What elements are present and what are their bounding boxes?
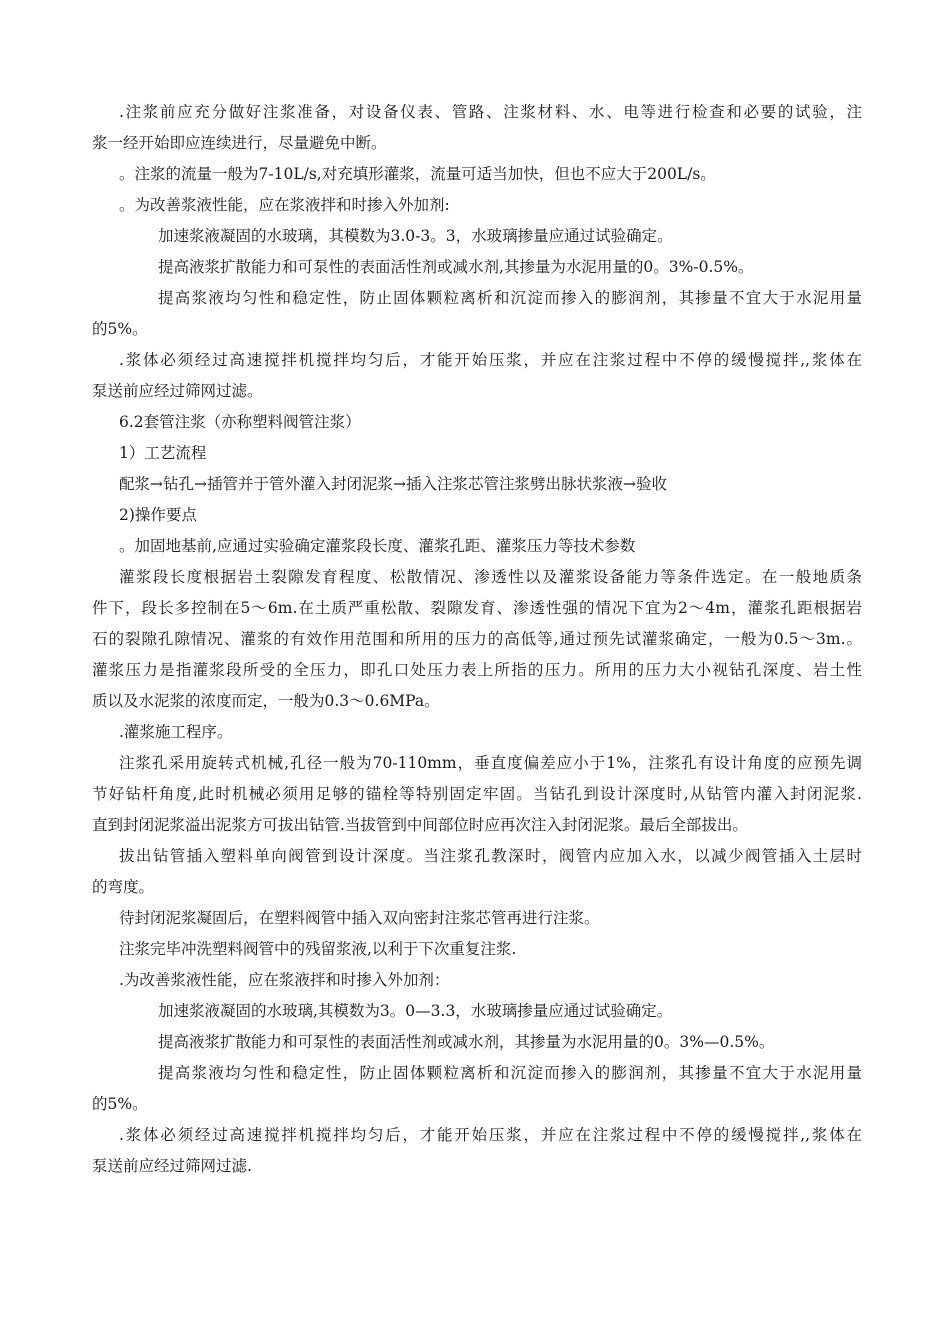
text-line: 提高液浆扩散能力和可泵性的表面活性剂或减水剂，其掺量为水泥用量的0。3%—0.5%。 [158, 1033, 775, 1051]
text-line: 提高浆液均匀性和稳定性，防止固体颗粒离析和沉淀而掺入的膨润剂，其掺量不宜大于水泥用量 [158, 289, 862, 307]
text-line: 待封闭泥浆凝固后，在塑料阀管中插入双向密封注浆芯管再进行注浆。 [119, 909, 600, 927]
text-line: 泵送前应经过筛网过滤. [92, 1157, 252, 1175]
text-line: 直到封闭泥浆溢出泥浆方可拔出钻管.当拔管到中间部位时应再次注入封闭泥浆。最后全部拔出。 [92, 816, 748, 834]
text-line: 提高浆液均匀性和稳定性，防止固体颗粒离析和沉淀而掺入的膨润剂，其掺量不宜大于水泥用量 [158, 1064, 862, 1082]
subsection-heading: 2)操作要点 [119, 506, 197, 524]
text-line: 件下，段长多控制在5～6m.在土质严重松散、裂隙发育、渗透性强的情况下宜为2～4m，灌浆孔距根据岩 [92, 599, 862, 617]
text-line: .浆体必须经过高速搅拌机搅拌均匀后，才能开始压浆，并应在注浆过程中不停的缓慢搅拌,,浆体在 [119, 1126, 862, 1144]
text-line: 加速浆液凝固的水玻璃,其模数为3。0—3.3，水玻璃掺量应通过试验确定。 [158, 1002, 673, 1020]
text-line: 配浆→钻孔→插管并于管外灌入封闭泥浆→插入注浆芯管注浆劈出脉状浆液→验收 [119, 475, 667, 493]
text-line: 浆一经开始即应连续进行，尽量避免中断。 [92, 134, 387, 152]
text-line: 的弯度。 [92, 878, 155, 896]
document-body [92, 97, 862, 1182]
text-line: .灌浆施工程序。 [119, 723, 233, 741]
text-line: .为改善浆液性能，应在浆液拌和时掺入外加剂： [119, 971, 450, 989]
section-heading: 6.2套管注浆（亦称塑料阀管注浆） [119, 413, 361, 431]
text-line: 。为改善浆液性能，应在浆液拌和时掺入外加剂: [119, 196, 450, 214]
text-line: 。注浆的流量一般为7-10L/s,对充填形灌浆，流量可适当加快，但也不应大于200L/s。 [119, 165, 716, 183]
text-line: .注浆前应充分做好注浆准备，对设备仪表、管路、注浆材料、水、电等进行检查和必要的试验，注 [119, 103, 862, 121]
text-line: 拔出钻管插入塑料单向阀管到设计深度。当注浆孔教深时，阀管内应加入水，以减少阀管插入土层时 [119, 847, 862, 865]
text-line: 的5%。 [92, 1095, 148, 1113]
text-line: 灌浆段长度根据岩土裂隙发育程度、松散情况、渗透性以及灌浆设备能力等条件选定。在一般地质条 [119, 568, 862, 586]
subsection-heading: 1）工艺流程 [119, 444, 207, 462]
text-line: 注浆孔采用旋转式机械,孔径一般为70-110mm，垂直度偏差应小于1%，注浆孔有设计角度的应预先调 [119, 754, 862, 772]
text-line: .浆体必须经过高速搅拌机搅拌均匀后，才能开始压浆，并应在注浆过程中不停的缓慢搅拌,,浆体在 [119, 351, 862, 369]
text-line: 泵送前应经过筛网过滤。 [92, 382, 263, 400]
text-line: 加速浆液凝固的水玻璃，其模数为3.0-3。3，水玻璃掺量应通过试验确定。 [158, 227, 673, 245]
text-line: 的5%。 [92, 320, 148, 338]
text-line: 石的裂隙孔隙情况、灌浆的有效作用范围和所用的压力的高低等,通过预先试灌浆确定，一般为0.5～3m.。 [92, 630, 862, 648]
text-line: 灌浆压力是指灌浆段所受的全压力，即孔口处压力表上所指的压力。所用的压力大小视钻孔深度、岩土性 [92, 661, 862, 679]
text-line: 质以及水泥浆的浓度而定，一般为0.3～0.6MPa。 [92, 692, 440, 710]
text-line: 提高液浆扩散能力和可泵性的表面活性剂或减水剂,其掺量为水泥用量的0。3%-0.5%。 [158, 258, 754, 276]
text-line: 。加固地基前,应通过实验确定灌浆段长度、灌浆孔距、灌浆压力等技术参数 [119, 537, 636, 555]
text-line: 注浆完毕冲洗塑料阀管中的残留浆液,以利于下次重复注浆. [119, 940, 517, 958]
text-line: 节好钻杆角度,此时机械必须用足够的锚栓等特别固定牢固。当钻孔到设计深度时,从钻管内灌入封闭泥浆. [92, 785, 862, 803]
